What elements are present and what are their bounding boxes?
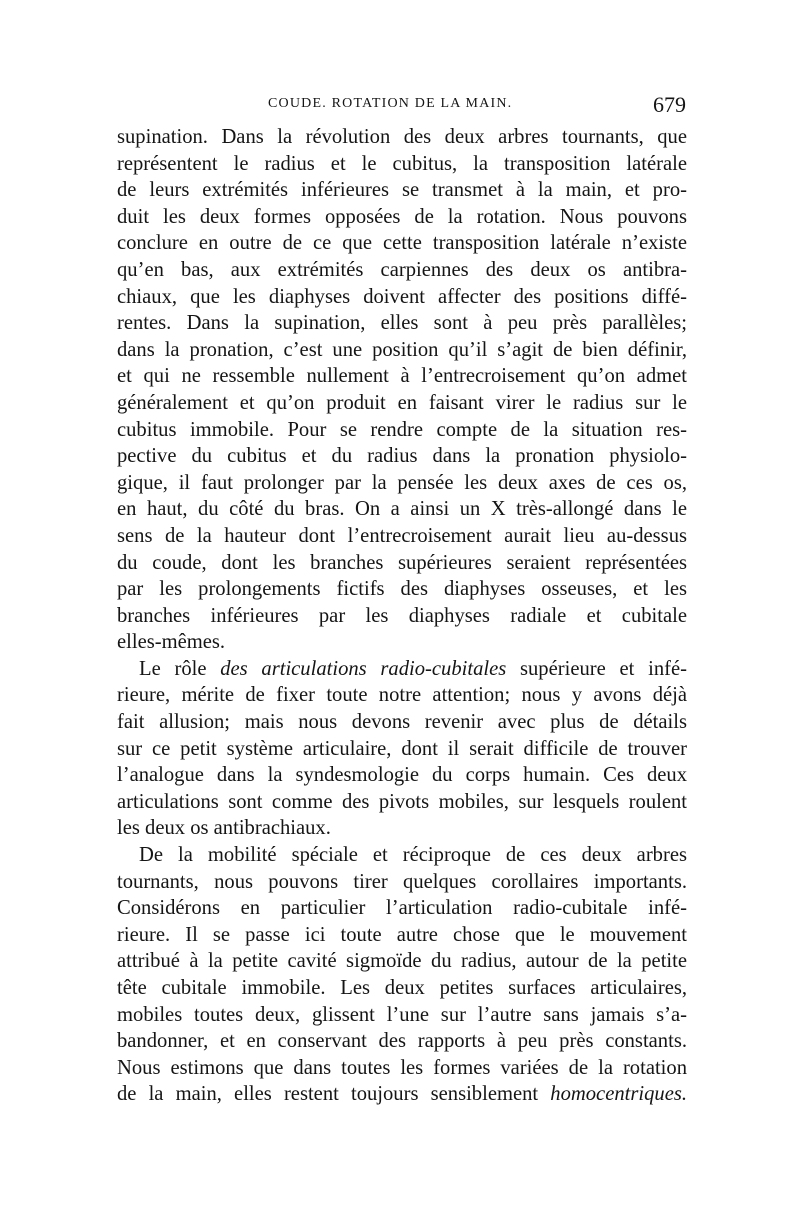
text-line: et qui ne ressemble nullement à l’entrecroisement qu’on admet [117,365,687,388]
text-line: rieure. Il se passe ici toute autre chose que le mouvement [117,923,687,946]
text-line: bandonner, et en conservant des rapports à peu près constants. [117,1030,687,1053]
text-line: Nous estimons que dans toutes les formes variées de la rotation [117,1056,687,1079]
text-line: Considérons en particulier l’articulation radio-cubitale infé- [117,897,687,920]
text-line: tournants, nous pouvons tirer quelques corollaires importants. [117,870,687,893]
text-line: gique, il faut prolonger par la pensée les deux axes de ces os, [117,471,687,494]
text-line: mobiles toutes deux, glissent l’une sur l’autre sans jamais s’a- [117,1003,687,1026]
text-line [117,1081,687,1108]
text-line: articulations sont comme des pivots mobiles, sur lesquels roulent [117,790,687,813]
text-line: rentes. Dans la supination, elles sont à peu près parallèles; [117,312,687,335]
text-line: généralement et qu’on produit en faisant virer le radius sur le [117,391,687,414]
text-run: Le rôle [139,657,221,680]
text-run: de la main, elles restent toujours sensiblement [117,1083,551,1106]
text-line: fait allusion; mais nous devons revenir avec plus de détails [117,711,687,734]
text-line: duit les deux formes opposées de la rotation. Nous pouvons [117,205,687,228]
page-number: 679 [653,92,686,117]
text-line: qu’en bas, aux extrémités carpiennes des deux os antibra- [117,258,687,281]
text-line: représentent le radius et le cubitus, la transposition latérale [117,152,687,175]
text-line: pective du cubitus et du radius dans la pronation physiolo- [117,445,687,468]
paragraph-1 [117,124,687,656]
text-line: sens de la hauteur dont l’entrecroisement aurait lieu au-dessus [117,524,687,547]
text-line: les deux os antibrachiaux. [117,817,331,840]
text-line: de leurs extrémités inférieures se transmet à la main, et pro- [117,179,687,202]
text-line: dans la pronation, c’est une position qu’il s’agit de bien définir, [117,338,687,361]
text-line: en haut, du côté du bras. On a ainsi un X très-allongé dans le [117,498,687,521]
text-line: tête cubitale immobile. Les deux petites surfaces articulaires, [117,977,687,999]
italic-phrase: des articulations radio-cubitales [220,657,507,680]
paragraph-3 [117,842,687,1108]
running-title: COUDE. ROTATION DE LA MAIN. [268,96,513,111]
text-line: par les prolongements fictifs des diaphyses osseuses, et les [117,578,687,601]
text-line: supination. Dans la révolution des deux arbres tournants, que [117,126,687,148]
running-head [118,92,686,122]
text-line: attribué à la petite cavité sigmoïde du radius, autour de la petite [117,950,687,973]
text-line: rieure, mérite de fixer toute notre attention; nous y avons déjà [117,684,687,707]
text-run: supérieure et infé- [506,657,687,680]
text-line [117,656,687,683]
text-line: chiaux, que les diaphyses doivent affecter des positions diffé- [117,285,687,308]
text-line: conclure en outre de ce que cette transposition latérale n’existe [117,232,687,255]
text-line: cubitus immobile. Pour se rendre compte de la situation res- [117,418,687,441]
text-body [117,124,687,1108]
text-line: elles-mêmes. [117,631,226,654]
paragraph-2 [117,656,687,842]
text-line: De la mobilité spéciale et réciproque de ces deux arbres [139,844,687,867]
text-line: l’analogue dans la syndesmologie du corps humain. Ces deux [117,764,687,787]
text-line: branches inférieures par les diaphyses radiale et cubitale [117,604,687,627]
italic-phrase: homocentriques. [550,1083,687,1106]
text-line: du coude, dont les branches supérieures seraient représentées [117,551,687,574]
text-line: sur ce petit système articulaire, dont il serait difficile de trouver [117,737,687,760]
